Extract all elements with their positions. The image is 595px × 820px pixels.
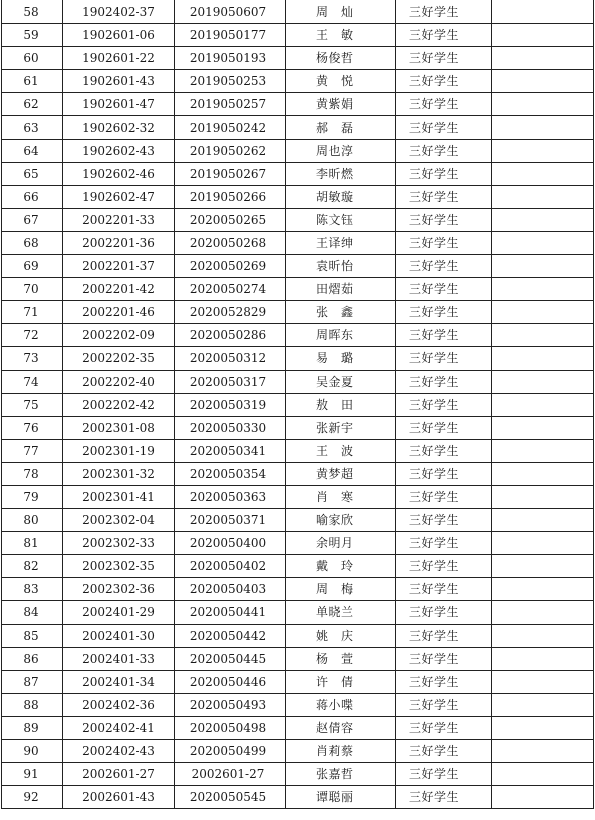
student-id-cell: 2020050265 [175, 208, 286, 231]
student-name-cell: 袁昕怡 [286, 255, 396, 278]
class-number-cell: 2002201-33 [63, 208, 175, 231]
table-row [2, 185, 594, 208]
table-row [2, 347, 594, 370]
class-number-cell: 2002301-19 [63, 439, 175, 462]
table-row [2, 278, 594, 301]
class-number-cell: 1902402-37 [63, 1, 175, 24]
remark-cell [492, 70, 594, 93]
honor-title-cell: 三好学生 [396, 185, 492, 208]
class-number-cell: 2002601-43 [63, 786, 175, 809]
row-number-cell: 72 [2, 324, 63, 347]
student-id-cell: 2020050354 [175, 462, 286, 485]
student-name-cell: 张 鑫 [286, 301, 396, 324]
remark-cell [492, 462, 594, 485]
student-id-cell: 2020050317 [175, 370, 286, 393]
student-name-cell: 赵倩容 [286, 716, 396, 739]
class-number-cell: 2002401-34 [63, 670, 175, 693]
student-name-cell: 姚 庆 [286, 624, 396, 647]
class-number-cell: 1902602-46 [63, 162, 175, 185]
class-number-cell: 2002201-37 [63, 255, 175, 278]
honor-title-cell: 三好学生 [396, 740, 492, 763]
honor-title-cell: 三好学生 [396, 347, 492, 370]
table-row [2, 670, 594, 693]
student-name-cell: 黄紫娟 [286, 93, 396, 116]
student-id-cell: 2020050402 [175, 555, 286, 578]
student-id-cell: 2020050400 [175, 532, 286, 555]
remark-cell [492, 624, 594, 647]
class-number-cell: 1902602-32 [63, 116, 175, 139]
honor-title-cell: 三好学生 [396, 716, 492, 739]
student-name-cell: 单晓兰 [286, 601, 396, 624]
table-row [2, 462, 594, 485]
remark-cell [492, 231, 594, 254]
student-id-cell: 2020050545 [175, 786, 286, 809]
student-id-cell: 2020050341 [175, 439, 286, 462]
student-id-cell: 2020050498 [175, 716, 286, 739]
student-name-cell: 余明月 [286, 532, 396, 555]
student-id-cell: 2019050257 [175, 93, 286, 116]
student-id-cell: 2002601-27 [175, 763, 286, 786]
row-number-cell: 80 [2, 509, 63, 532]
row-number-cell: 67 [2, 208, 63, 231]
student-name-cell: 张嘉哲 [286, 763, 396, 786]
student-id-cell: 2020050330 [175, 416, 286, 439]
remark-cell [492, 255, 594, 278]
honor-title-cell: 三好学生 [396, 763, 492, 786]
row-number-cell: 84 [2, 601, 63, 624]
remark-cell [492, 763, 594, 786]
student-name-cell: 戴 玲 [286, 555, 396, 578]
student-id-cell: 2020050371 [175, 509, 286, 532]
student-id-cell: 2020050269 [175, 255, 286, 278]
row-number-cell: 66 [2, 185, 63, 208]
table-row [2, 693, 594, 716]
honor-title-cell: 三好学生 [396, 162, 492, 185]
class-number-cell: 2002301-41 [63, 485, 175, 508]
remark-cell [492, 670, 594, 693]
table-row [2, 47, 594, 70]
table-body [2, 1, 594, 809]
student-name-cell: 肖 寒 [286, 485, 396, 508]
student-id-cell: 2020050441 [175, 601, 286, 624]
class-number-cell: 1902601-06 [63, 24, 175, 47]
row-number-cell: 68 [2, 231, 63, 254]
honor-title-cell: 三好学生 [396, 624, 492, 647]
student-id-cell: 2019050267 [175, 162, 286, 185]
row-number-cell: 74 [2, 370, 63, 393]
class-number-cell: 1902601-22 [63, 47, 175, 70]
row-number-cell: 85 [2, 624, 63, 647]
student-id-cell: 2019050193 [175, 47, 286, 70]
student-name-cell: 谭聪丽 [286, 786, 396, 809]
class-number-cell: 1902601-47 [63, 93, 175, 116]
remark-cell [492, 647, 594, 670]
class-number-cell: 2002301-32 [63, 462, 175, 485]
remark-cell [492, 786, 594, 809]
honor-title-cell: 三好学生 [396, 278, 492, 301]
remark-cell [492, 47, 594, 70]
remark-cell [492, 485, 594, 508]
student-name-cell: 王 波 [286, 439, 396, 462]
honor-title-cell: 三好学生 [396, 555, 492, 578]
row-number-cell: 92 [2, 786, 63, 809]
remark-cell [492, 555, 594, 578]
row-number-cell: 61 [2, 70, 63, 93]
student-id-cell: 2020050312 [175, 347, 286, 370]
student-name-cell: 田熠茹 [286, 278, 396, 301]
honor-title-cell: 三好学生 [396, 485, 492, 508]
remark-cell [492, 740, 594, 763]
remark-cell [492, 601, 594, 624]
honor-title-cell: 三好学生 [396, 578, 492, 601]
remark-cell [492, 301, 594, 324]
remark-cell [492, 439, 594, 462]
student-name-cell: 王译绅 [286, 231, 396, 254]
honor-title-cell: 三好学生 [396, 532, 492, 555]
row-number-cell: 91 [2, 763, 63, 786]
table-row [2, 70, 594, 93]
row-number-cell: 78 [2, 462, 63, 485]
table-row [2, 786, 594, 809]
class-number-cell: 2002302-35 [63, 555, 175, 578]
honor-title-cell: 三好学生 [396, 786, 492, 809]
class-number-cell: 1902602-43 [63, 139, 175, 162]
student-id-cell: 2020050403 [175, 578, 286, 601]
class-number-cell: 2002401-30 [63, 624, 175, 647]
remark-cell [492, 162, 594, 185]
student-name-cell: 李昕燃 [286, 162, 396, 185]
honor-list-table-container [1, 0, 593, 809]
table-row [2, 416, 594, 439]
student-name-cell: 吴金夏 [286, 370, 396, 393]
table-row [2, 301, 594, 324]
remark-cell [492, 24, 594, 47]
class-number-cell: 2002201-36 [63, 231, 175, 254]
class-number-cell: 2002401-29 [63, 601, 175, 624]
row-number-cell: 69 [2, 255, 63, 278]
table-row [2, 255, 594, 278]
class-number-cell: 2002401-33 [63, 647, 175, 670]
student-name-cell: 杨俊哲 [286, 47, 396, 70]
row-number-cell: 90 [2, 740, 63, 763]
remark-cell [492, 393, 594, 416]
student-id-cell: 2019050177 [175, 24, 286, 47]
honor-title-cell: 三好学生 [396, 601, 492, 624]
remark-cell [492, 93, 594, 116]
row-number-cell: 83 [2, 578, 63, 601]
remark-cell [492, 416, 594, 439]
class-number-cell: 1902601-43 [63, 70, 175, 93]
table-row [2, 716, 594, 739]
student-id-cell: 2020050499 [175, 740, 286, 763]
row-number-cell: 75 [2, 393, 63, 416]
honor-title-cell: 三好学生 [396, 301, 492, 324]
table-row [2, 93, 594, 116]
table-row [2, 740, 594, 763]
honor-title-cell: 三好学生 [396, 324, 492, 347]
student-id-cell: 2019050253 [175, 70, 286, 93]
student-name-cell: 肖莉蔡 [286, 740, 396, 763]
row-number-cell: 87 [2, 670, 63, 693]
row-number-cell: 65 [2, 162, 63, 185]
remark-cell [492, 693, 594, 716]
row-number-cell: 59 [2, 24, 63, 47]
row-number-cell: 82 [2, 555, 63, 578]
honor-title-cell: 三好学生 [396, 647, 492, 670]
table-row [2, 763, 594, 786]
honor-title-cell: 三好学生 [396, 24, 492, 47]
table-row [2, 1, 594, 24]
table-row [2, 162, 594, 185]
class-number-cell: 2002302-04 [63, 509, 175, 532]
table-row [2, 324, 594, 347]
honor-title-cell: 三好学生 [396, 370, 492, 393]
remark-cell [492, 347, 594, 370]
honor-title-cell: 三好学生 [396, 670, 492, 693]
student-name-cell: 黄梦超 [286, 462, 396, 485]
class-number-cell: 2002301-08 [63, 416, 175, 439]
student-name-cell: 张新宇 [286, 416, 396, 439]
student-id-cell: 2020050286 [175, 324, 286, 347]
honor-title-cell: 三好学生 [396, 393, 492, 416]
row-number-cell: 71 [2, 301, 63, 324]
student-name-cell: 黄 悦 [286, 70, 396, 93]
remark-cell [492, 509, 594, 532]
student-id-cell: 2020052829 [175, 301, 286, 324]
student-name-cell: 周 梅 [286, 578, 396, 601]
table-row [2, 624, 594, 647]
student-id-cell: 2019050262 [175, 139, 286, 162]
student-name-cell: 敖 田 [286, 393, 396, 416]
remark-cell [492, 716, 594, 739]
table-row [2, 370, 594, 393]
class-number-cell: 2002402-36 [63, 693, 175, 716]
class-number-cell: 1902602-47 [63, 185, 175, 208]
student-name-cell: 周也淳 [286, 139, 396, 162]
class-number-cell: 2002202-40 [63, 370, 175, 393]
table-row [2, 139, 594, 162]
student-id-cell: 2019050242 [175, 116, 286, 139]
row-number-cell: 81 [2, 532, 63, 555]
row-number-cell: 64 [2, 139, 63, 162]
student-id-cell: 2020050445 [175, 647, 286, 670]
class-number-cell: 2002402-43 [63, 740, 175, 763]
student-name-cell: 许 倩 [286, 670, 396, 693]
row-number-cell: 62 [2, 93, 63, 116]
remark-cell [492, 185, 594, 208]
table-row [2, 532, 594, 555]
student-name-cell: 易 璐 [286, 347, 396, 370]
class-number-cell: 2002601-27 [63, 763, 175, 786]
table-row [2, 509, 594, 532]
table-row [2, 439, 594, 462]
student-name-cell: 喻家欣 [286, 509, 396, 532]
honor-title-cell: 三好学生 [396, 139, 492, 162]
student-id-cell: 2020050274 [175, 278, 286, 301]
row-number-cell: 58 [2, 1, 63, 24]
honor-title-cell: 三好学生 [396, 231, 492, 254]
student-id-cell: 2020050493 [175, 693, 286, 716]
table-row [2, 116, 594, 139]
student-id-cell: 2020050442 [175, 624, 286, 647]
honor-title-cell: 三好学生 [396, 116, 492, 139]
table-row [2, 208, 594, 231]
table-row [2, 24, 594, 47]
student-name-cell: 蒋小喋 [286, 693, 396, 716]
honor-title-cell: 三好学生 [396, 416, 492, 439]
honor-title-cell: 三好学生 [396, 693, 492, 716]
student-name-cell: 陈文钰 [286, 208, 396, 231]
table-row [2, 555, 594, 578]
row-number-cell: 73 [2, 347, 63, 370]
student-name-cell: 郝 磊 [286, 116, 396, 139]
honor-title-cell: 三好学生 [396, 208, 492, 231]
class-number-cell: 2002302-36 [63, 578, 175, 601]
student-id-cell: 2020050446 [175, 670, 286, 693]
remark-cell [492, 208, 594, 231]
class-number-cell: 2002201-42 [63, 278, 175, 301]
class-number-cell: 2002302-33 [63, 532, 175, 555]
honor-list-table [1, 0, 594, 809]
row-number-cell: 63 [2, 116, 63, 139]
honor-title-cell: 三好学生 [396, 509, 492, 532]
row-number-cell: 86 [2, 647, 63, 670]
student-name-cell: 周晖东 [286, 324, 396, 347]
remark-cell [492, 116, 594, 139]
remark-cell [492, 370, 594, 393]
class-number-cell: 2002402-41 [63, 716, 175, 739]
remark-cell [492, 139, 594, 162]
table-row [2, 393, 594, 416]
student-id-cell: 2019050607 [175, 1, 286, 24]
honor-title-cell: 三好学生 [396, 1, 492, 24]
row-number-cell: 88 [2, 693, 63, 716]
row-number-cell: 70 [2, 278, 63, 301]
remark-cell [492, 1, 594, 24]
class-number-cell: 2002202-35 [63, 347, 175, 370]
honor-title-cell: 三好学生 [396, 93, 492, 116]
honor-title-cell: 三好学生 [396, 255, 492, 278]
student-id-cell: 2020050363 [175, 485, 286, 508]
honor-title-cell: 三好学生 [396, 70, 492, 93]
honor-title-cell: 三好学生 [396, 462, 492, 485]
remark-cell [492, 532, 594, 555]
table-row [2, 485, 594, 508]
table-row [2, 231, 594, 254]
row-number-cell: 79 [2, 485, 63, 508]
row-number-cell: 76 [2, 416, 63, 439]
table-row [2, 601, 594, 624]
student-id-cell: 2020050268 [175, 231, 286, 254]
student-name-cell: 胡敏璇 [286, 185, 396, 208]
row-number-cell: 89 [2, 716, 63, 739]
honor-title-cell: 三好学生 [396, 47, 492, 70]
row-number-cell: 77 [2, 439, 63, 462]
student-name-cell: 周 灿 [286, 1, 396, 24]
table-row [2, 647, 594, 670]
student-id-cell: 2020050319 [175, 393, 286, 416]
student-name-cell: 杨 萱 [286, 647, 396, 670]
student-name-cell: 王 敏 [286, 24, 396, 47]
remark-cell [492, 578, 594, 601]
student-id-cell: 2019050266 [175, 185, 286, 208]
class-number-cell: 2002201-46 [63, 301, 175, 324]
class-number-cell: 2002202-42 [63, 393, 175, 416]
remark-cell [492, 324, 594, 347]
honor-title-cell: 三好学生 [396, 439, 492, 462]
remark-cell [492, 278, 594, 301]
class-number-cell: 2002202-09 [63, 324, 175, 347]
row-number-cell: 60 [2, 47, 63, 70]
table-row [2, 578, 594, 601]
